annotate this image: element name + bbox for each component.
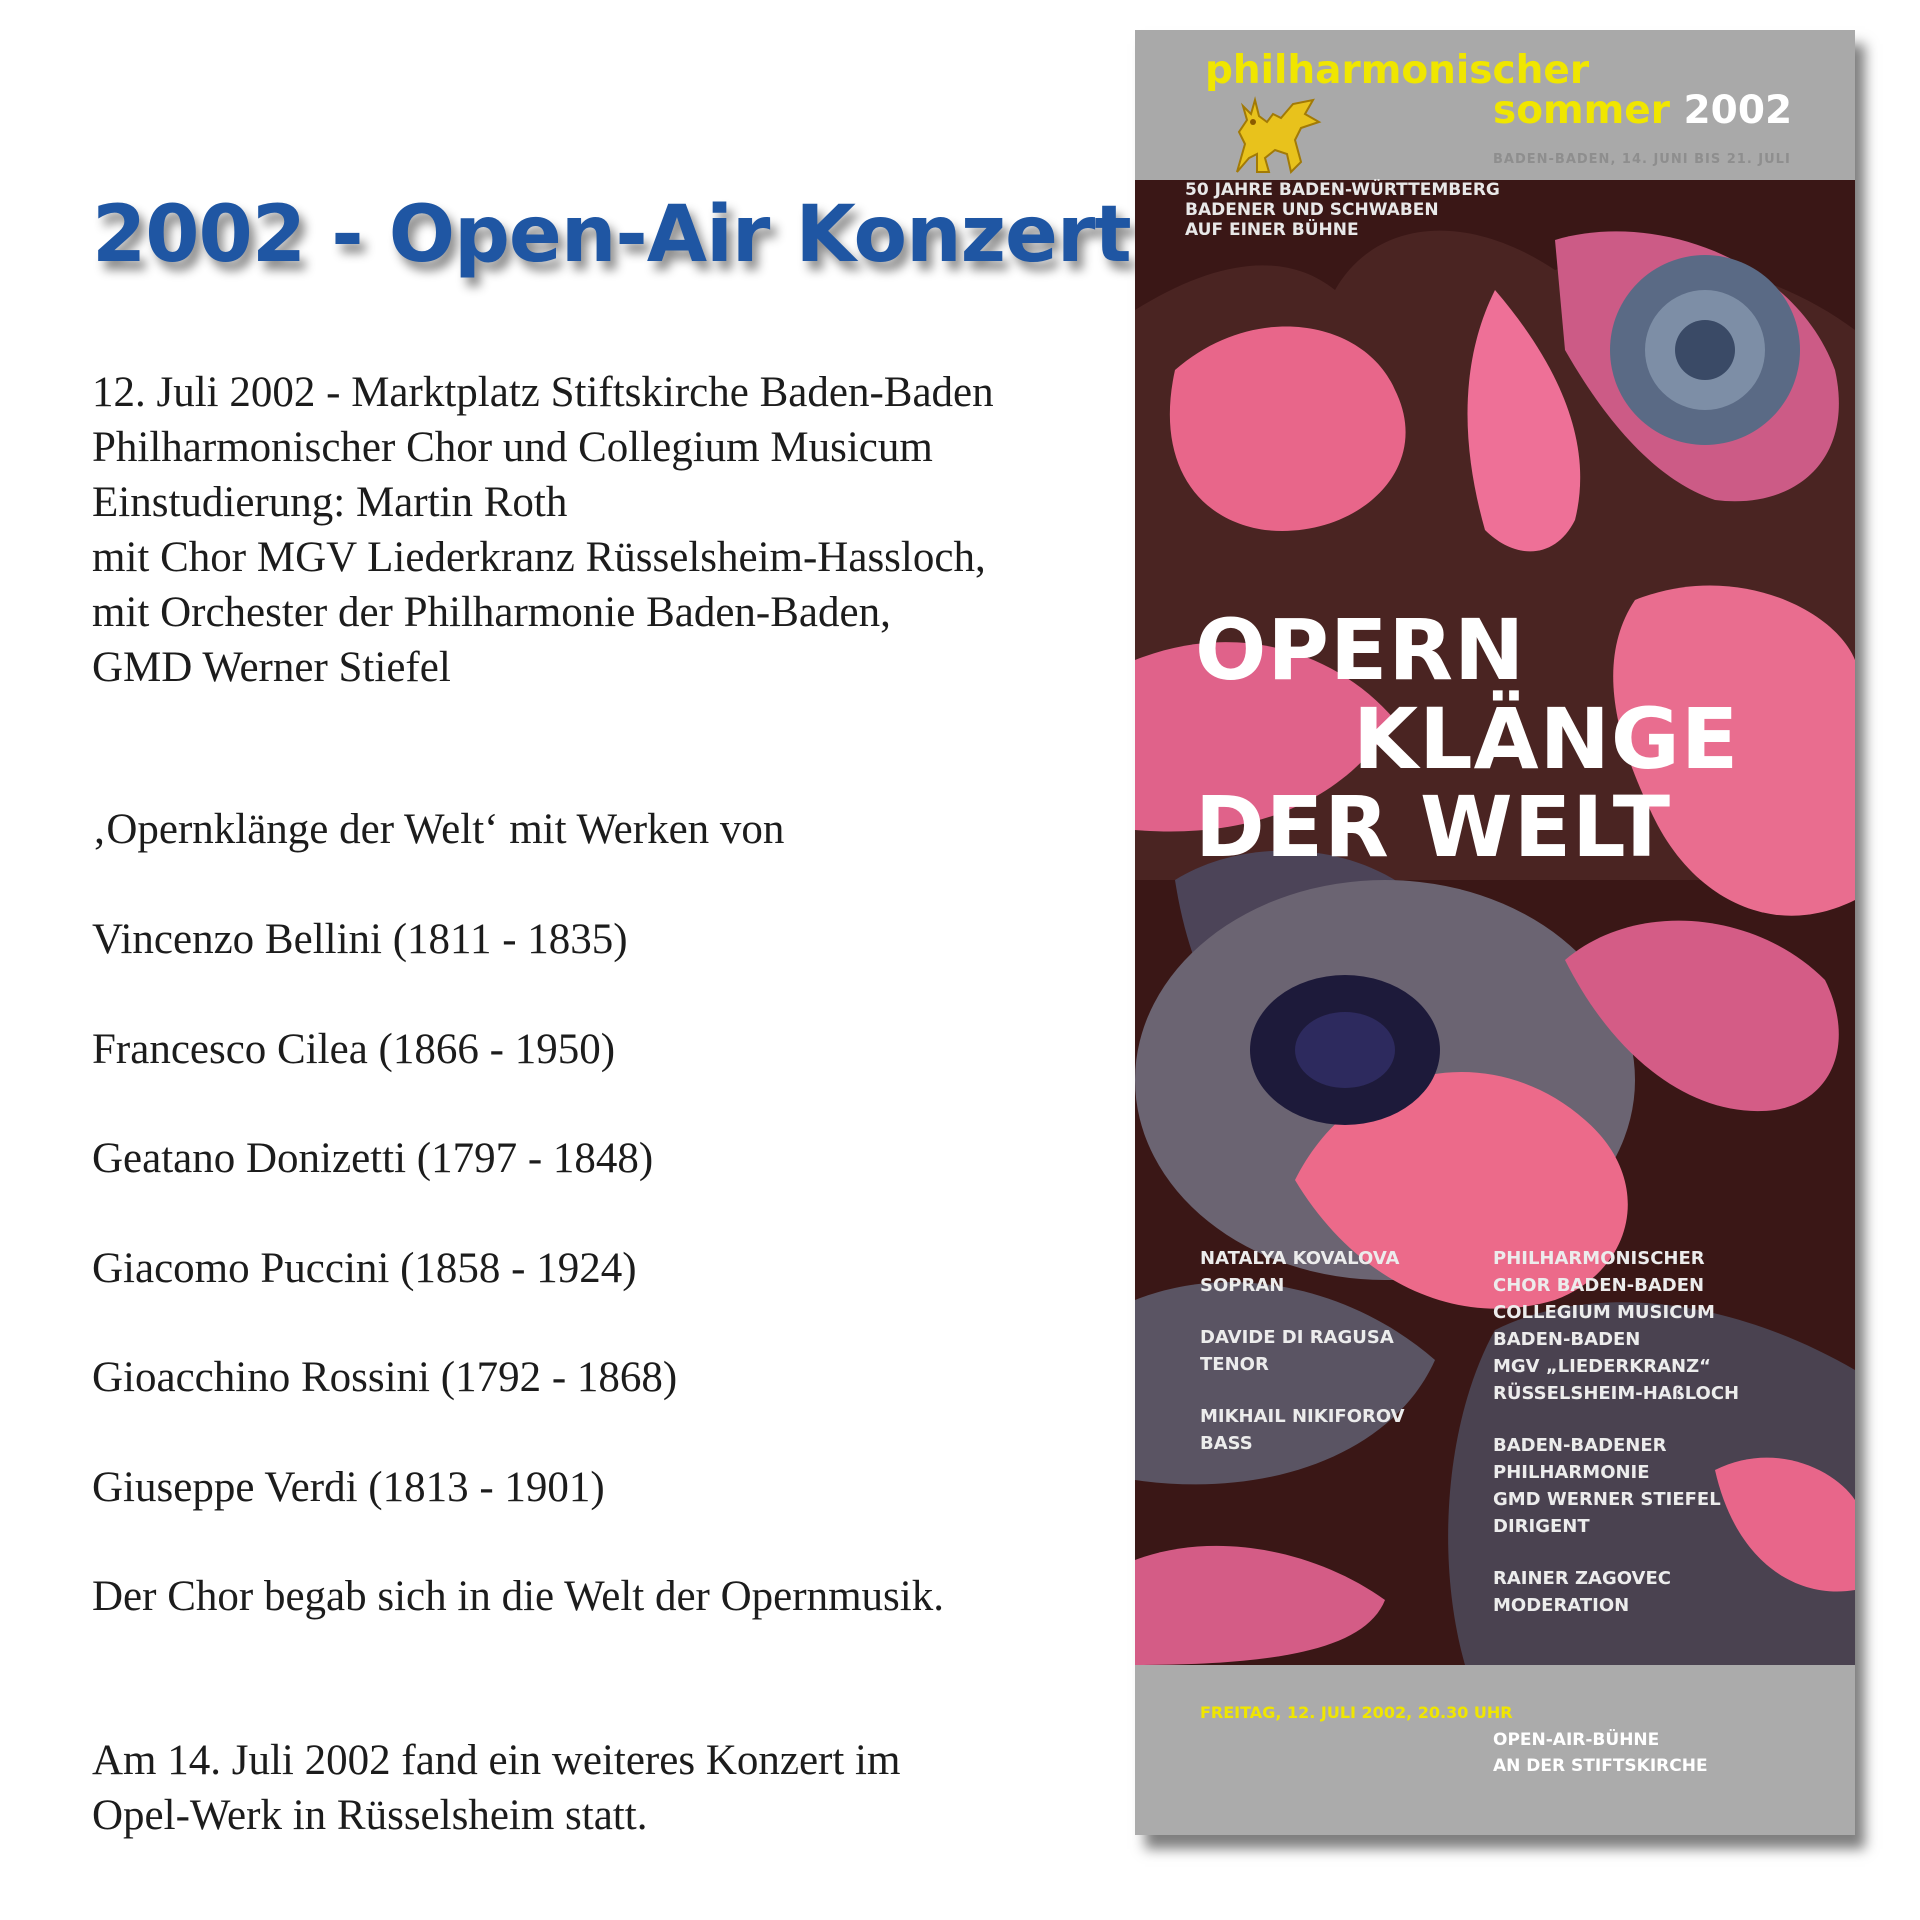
composer-item: Geatano Donizetti (1797 - 1848)	[92, 1135, 654, 1182]
intro-block	[92, 365, 994, 695]
soloist-role: TENOR	[1200, 1354, 1269, 1375]
ensemble-line: BADEN-BADEN	[1493, 1329, 1641, 1350]
ensembles-list	[1493, 1245, 1739, 1619]
festival-dates: BADEN-BADEN, 14. JUNI BIS 21. JULI	[1493, 152, 1791, 167]
ensemble-line: MGV „LIEDERKRANZ“	[1493, 1356, 1711, 1377]
event-title-line2: KLÄNGE	[1353, 690, 1740, 788]
ensemble-line: BADEN-BADENER	[1493, 1435, 1667, 1456]
ensemble-line: CHOR BADEN-BADEN	[1493, 1275, 1705, 1296]
composer-item: Francesco Cilea (1866 - 1950)	[92, 1026, 616, 1073]
event-date: FREITAG, 12. JULI 2002, 20.30 UHR	[1200, 1703, 1513, 1722]
additional-line: Opel-Werk in Rüsselsheim statt.	[92, 1792, 648, 1839]
event-title-line1: OPERN	[1195, 601, 1526, 699]
additional-concert	[92, 1733, 900, 1843]
closing-sentence: Der Chor begab sich in die Welt der Opernmusik.	[92, 1573, 944, 1620]
intro-line: Philharmonischer Chor und Collegium Musicum	[92, 424, 933, 471]
composer-item: Gioacchino Rossini (1792 - 1868)	[92, 1354, 678, 1401]
ensemble-line: PHILHARMONIE	[1493, 1462, 1650, 1483]
festival-name-sommer: sommer	[1493, 88, 1670, 133]
page-title: 2002 - Open-Air Konzert	[92, 190, 1131, 280]
venue-line: OPEN-AIR-BÜHNE	[1493, 1730, 1660, 1750]
intro-line: mit Orchester der Philharmonie Baden-Baden,	[92, 589, 891, 636]
soloist-name: DAVIDE DI RAGUSA	[1200, 1327, 1394, 1348]
intro-line: mit Chor MGV Liederkranz Rüsselsheim-Hassloch,	[92, 534, 986, 581]
event-venue	[1493, 1727, 1708, 1779]
ensemble-line: RÜSSELSHEIM-HAßLOCH	[1493, 1383, 1740, 1404]
ensemble-line: MODERATION	[1493, 1595, 1630, 1616]
anniversary-text	[1185, 180, 1500, 240]
anniversary-line: 50 JAHRE BADEN-WÜRTTEMBERG	[1185, 180, 1500, 200]
ensemble-line: GMD WERNER STIEFEL	[1493, 1489, 1721, 1510]
ensemble-line: DIRIGENT	[1493, 1516, 1590, 1537]
soloist-name: NATALYA KOVALOVA	[1200, 1248, 1400, 1269]
works-intro: ‚Opernklänge der Welt‘ mit Werken von	[92, 806, 785, 853]
anniversary-line: BADENER UND SCHWABEN	[1185, 200, 1439, 220]
ensemble-line: PHILHARMONISCHER	[1493, 1248, 1705, 1269]
event-title-line3: DER WELT	[1195, 778, 1671, 876]
composer-item: Giuseppe Verdi (1813 - 1901)	[92, 1464, 605, 1511]
venue-line: AN DER STIFTSKIRCHE	[1493, 1756, 1708, 1776]
anniversary-line: AUF EINER BÜHNE	[1185, 220, 1359, 240]
festival-name-line1: philharmonischer	[1205, 48, 1590, 93]
poster-header	[1135, 30, 1855, 180]
soloist-role: BASS	[1200, 1433, 1253, 1454]
composer-item: Giacomo Puccini (1858 - 1924)	[92, 1245, 637, 1292]
ensemble-line: RAINER ZAGOVEC	[1493, 1568, 1671, 1589]
concert-poster	[1135, 30, 1855, 1835]
heraldic-griffin-deer-icon	[1217, 92, 1327, 177]
poster-footer	[1135, 1665, 1855, 1835]
intro-line: Einstudierung: Martin Roth	[92, 479, 568, 526]
composer-item: Vincenzo Bellini (1811 - 1835)	[92, 916, 628, 963]
additional-line: Am 14. Juli 2002 fand ein weiteres Konzert im	[92, 1737, 901, 1784]
ensemble-line: COLLEGIUM MUSICUM	[1493, 1302, 1715, 1323]
soloist-role: SOPRAN	[1200, 1275, 1285, 1296]
intro-line: GMD Werner Stiefel	[92, 644, 451, 691]
festival-name-line2	[1493, 88, 1792, 133]
intro-line: 12. Juli 2002 - Marktplatz Stiftskirche Baden-Baden	[92, 369, 994, 416]
festival-year: 2002	[1683, 88, 1793, 133]
soloist-name: MIKHAIL NIKIFOROV	[1200, 1406, 1405, 1427]
soloists-list	[1200, 1245, 1405, 1457]
